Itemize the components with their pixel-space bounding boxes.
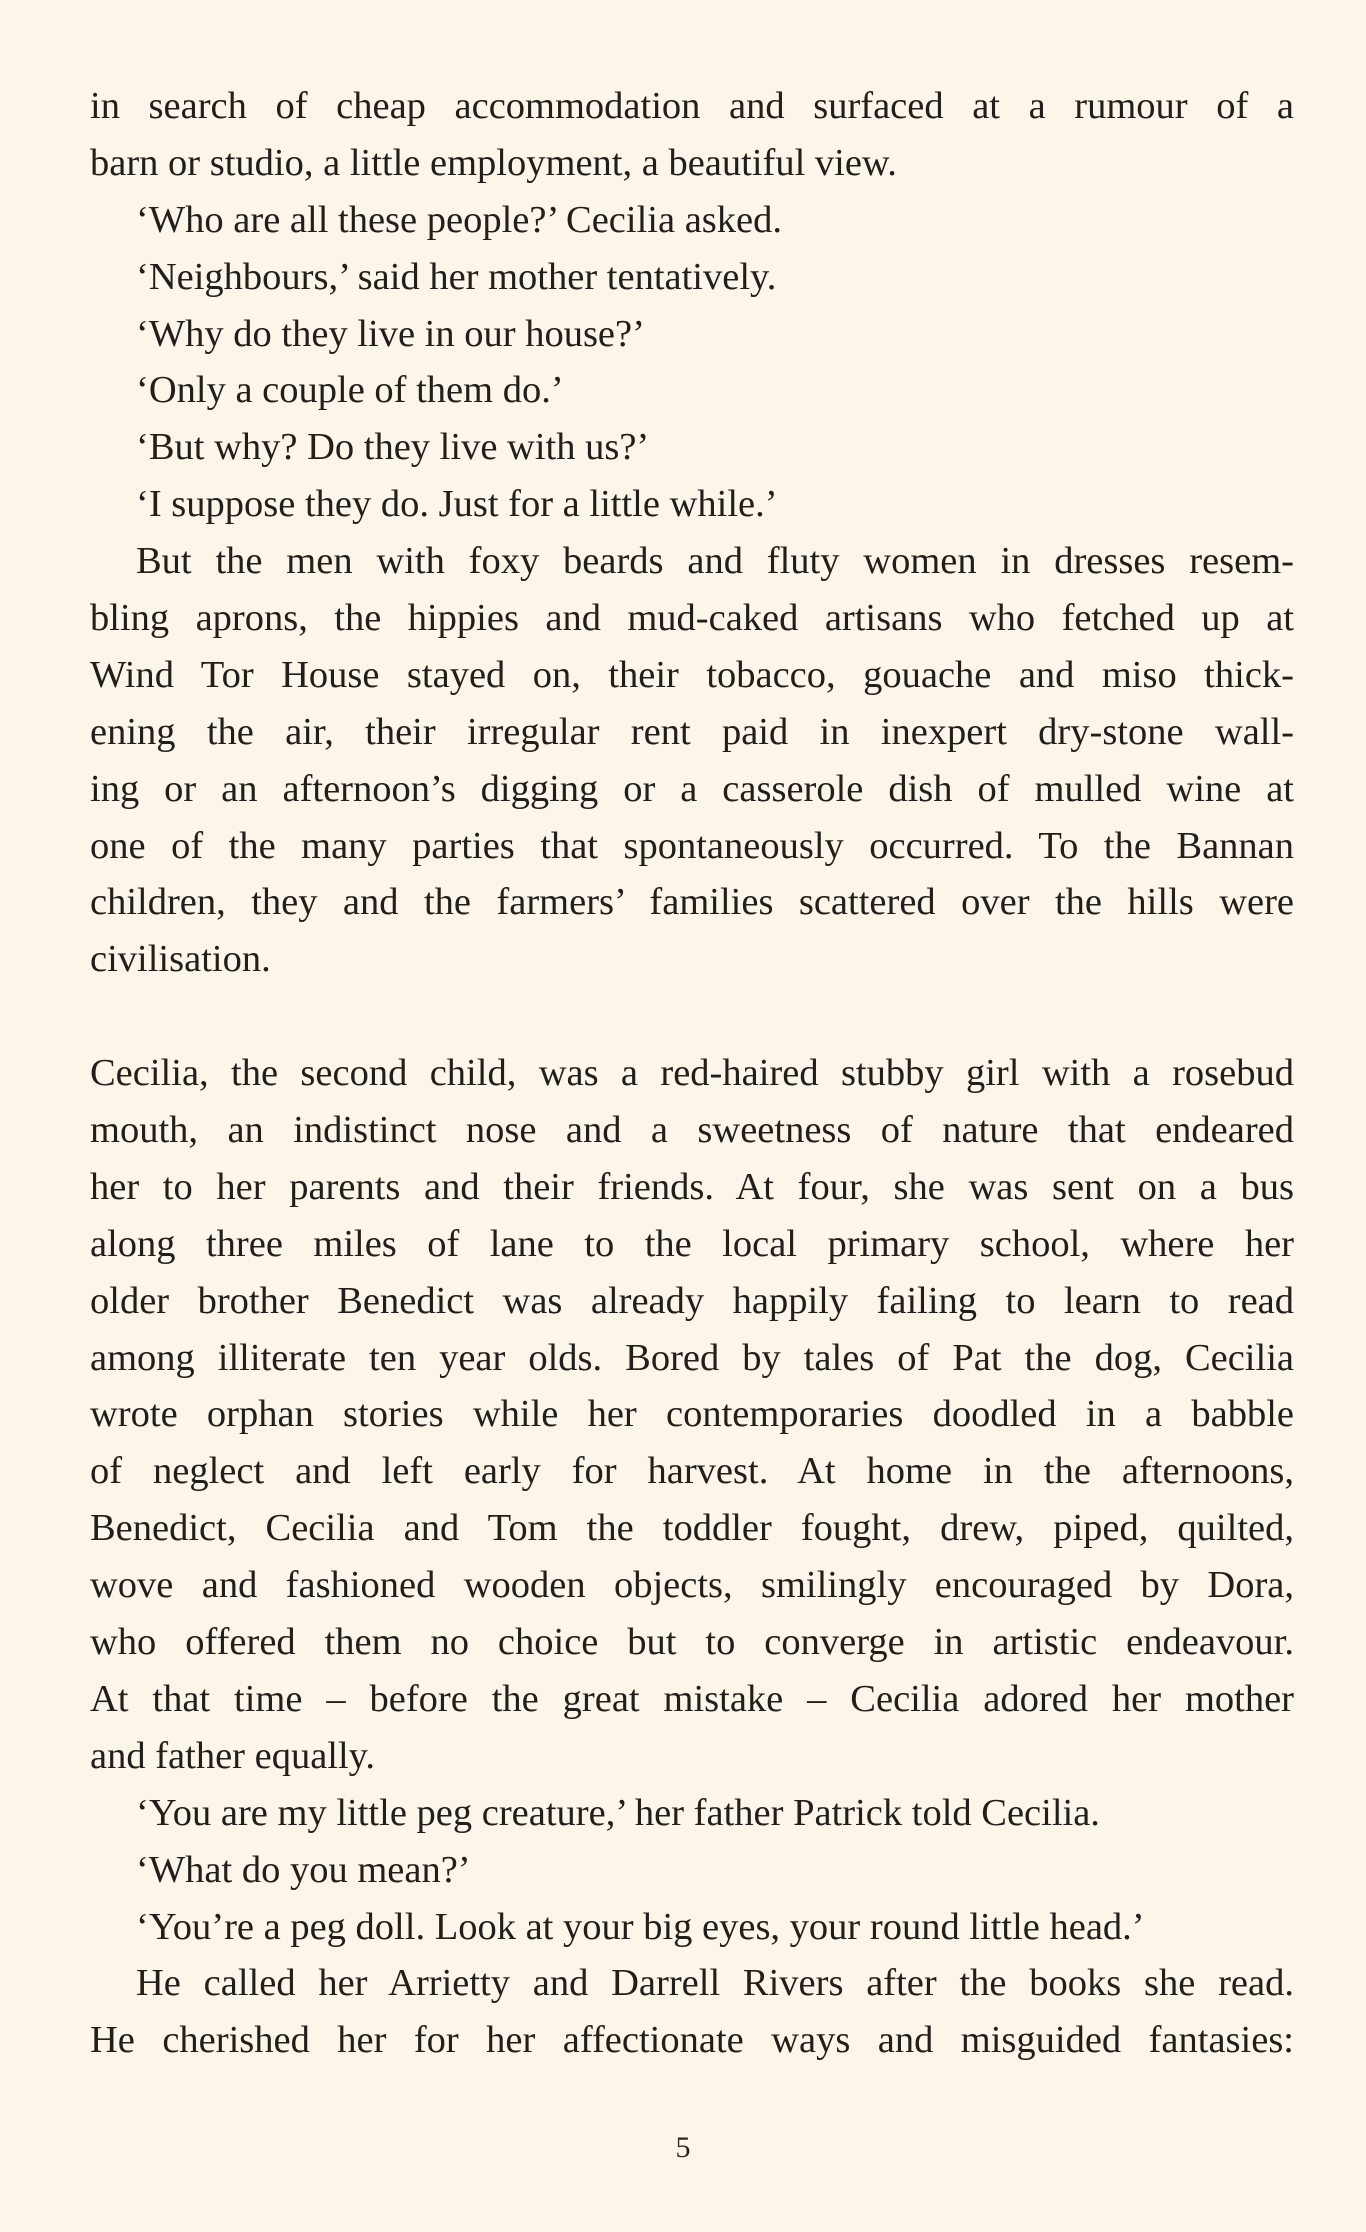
text-line: He called her Arrietty and Darrell Rivers after the books she read. — [136, 1962, 1294, 2005]
dialogue-line: ‘What do you mean?’ — [136, 1848, 471, 1891]
dialogue-line: ‘I suppose they do. Just for a little while.’ — [136, 483, 778, 526]
dialogue-line: ‘You are my little peg creature,’ her father Patrick told Cecilia. — [136, 1791, 1100, 1834]
text-line: barn or studio, a little employment, a beautiful view. — [90, 141, 897, 184]
section-break — [90, 988, 1294, 1045]
text-line: and father equally. — [90, 1734, 376, 1777]
text-line: along three miles of lane to the local primary school, where her — [90, 1222, 1294, 1265]
text-line: ing or an afternoon’s digging or a casserole dish of mulled wine at — [90, 767, 1294, 810]
text-line: children, they and the farmers’ families scattered over the hills were — [90, 881, 1294, 924]
text-line: ening the air, their irregular rent paid in inexpert dry-stone wall- — [90, 710, 1294, 753]
text-line: Benedict, Cecilia and Tom the toddler fought, drew, piped, quilted, — [90, 1507, 1294, 1550]
text-line: of neglect and left early for harvest. At home in the afternoons, — [90, 1450, 1294, 1493]
dialogue-line: ‘Why do they live in our house?’ — [136, 312, 645, 355]
page-number: 5 — [675, 2131, 691, 2164]
text-line: He cherished her for her affectionate ways and misguided fantasies: — [90, 2019, 1294, 2062]
text-line: mouth, an indistinct nose and a sweetness of nature that endeared — [90, 1109, 1294, 1152]
text-line: Cecilia, the second child, was a red-haired stubby girl with a rosebud — [90, 1052, 1294, 1095]
text-line: But the men with foxy beards and fluty women in dresses resem- — [136, 540, 1294, 583]
text-line: At that time – before the great mistake – Cecilia adored her mother — [90, 1677, 1294, 1720]
text-line: wrote orphan stories while her contemporaries doodled in a babble — [90, 1393, 1294, 1436]
dialogue-line: ‘You’re a peg doll. Look at your big eyes, your round little head.’ — [136, 1905, 1145, 1948]
dialogue-line: ‘Only a couple of them do.’ — [136, 369, 564, 412]
text-line: who offered them no choice but to converge in artistic endeavour. — [90, 1621, 1294, 1664]
text-line: her to her parents and their friends. At four, she was sent on a bus — [90, 1165, 1294, 1208]
text-line: bling aprons, the hippies and mud-caked artisans who fetched up at — [90, 597, 1294, 640]
dialogue-line: ‘Who are all these people?’ Cecilia asked. — [136, 198, 782, 241]
text-line: Wind Tor House stayed on, their tobacco, gouache and miso thick- — [90, 653, 1294, 696]
text-line: in search of cheap accommodation and surfaced at a rumour of a — [90, 85, 1294, 127]
text-line: among illiterate ten year olds. Bored by tales of Pat the dog, Cecilia — [90, 1336, 1294, 1379]
text-line: older brother Benedict was already happily failing to learn to read — [90, 1279, 1294, 1322]
dialogue-line: ‘But why? Do they live with us?’ — [136, 426, 650, 469]
body-text — [90, 78, 1294, 2069]
text-line: one of the many parties that spontaneously occurred. To the Bannan — [90, 824, 1294, 867]
text-line: wove and fashioned wooden objects, smilingly encouraged by Dora, — [90, 1564, 1294, 1607]
dialogue-line: ‘Neighbours,’ said her mother tentatively. — [136, 255, 777, 298]
text-line: civilisation. — [90, 938, 271, 981]
